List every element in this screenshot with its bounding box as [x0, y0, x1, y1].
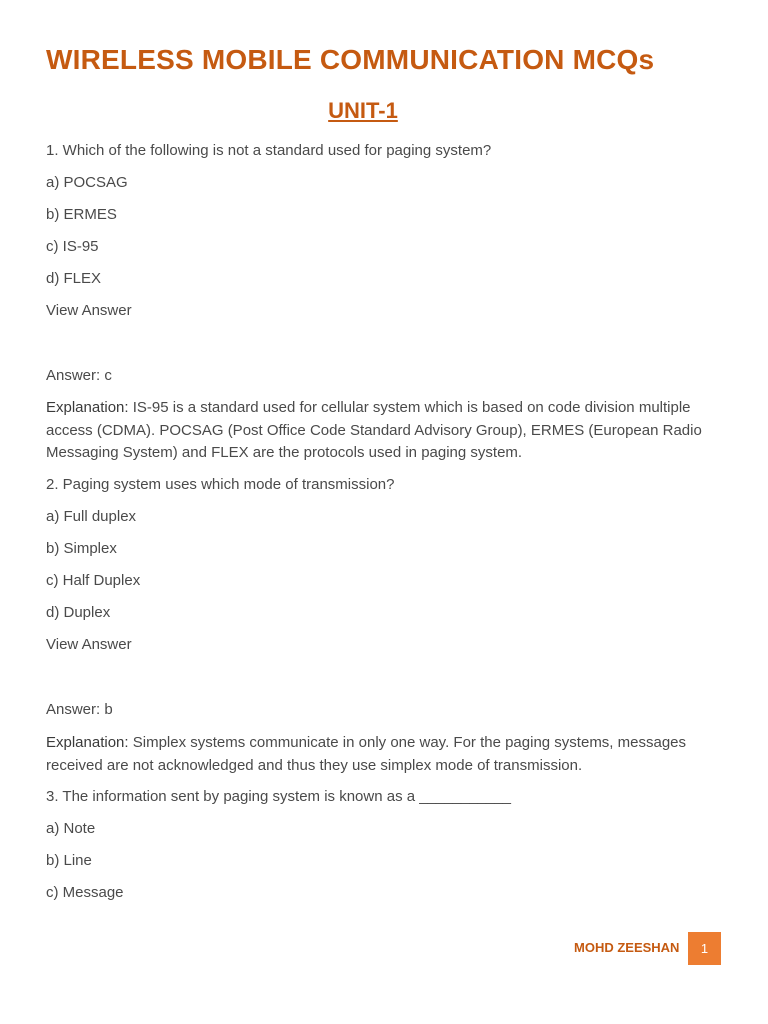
page-number-badge: 1	[688, 932, 721, 965]
question-3-option-a: a) Note	[46, 820, 96, 837]
question-2-answer: Answer: b	[46, 701, 113, 718]
question-1-option-a: a) POCSAG	[46, 174, 128, 191]
document-title: WIRELESS MOBILE COMMUNICATION MCQs	[46, 44, 655, 75]
question-1-explanation	[46, 397, 726, 465]
explanation-text: Simplex systems communicate in only one way. For the paging systems, messages received are not acknowledged and thus they use simplex mode of transmission.	[46, 734, 687, 774]
question-1-option-d: d) FLEX	[46, 270, 102, 287]
question-1-view-answer[interactable]: View Answer	[46, 302, 132, 319]
explanation-text: IS-95 is a standard used for cellular system which is based on code division multiple access (CDMA). POCSAG (Post Office Code Standard Advisory Group), ERMES (European Radio Messaging System) and FLEX are the protocols used in paging system.	[46, 399, 702, 461]
unit-heading: UNIT-1	[328, 98, 398, 123]
question-1-option-b: b) ERMES	[46, 206, 117, 223]
question-3-option-c: c) Message	[46, 884, 124, 901]
question-1-option-c: c) IS-95	[46, 238, 99, 255]
question-2-text: 2. Paging system uses which mode of transmission?	[46, 476, 395, 493]
question-2-view-answer[interactable]: View Answer	[46, 636, 132, 653]
question-1-answer: Answer: c	[46, 367, 112, 384]
explanation-label: Explanation:	[46, 734, 129, 751]
question-3-option-b: b) Line	[46, 852, 92, 869]
explanation-label: Explanation:	[46, 399, 129, 416]
question-2-option-a: a) Full duplex	[46, 508, 137, 525]
question-2-option-b: b) Simplex	[46, 540, 117, 557]
footer-author: MOHD ZEESHAN	[574, 940, 680, 955]
question-3-text: 3. The information sent by paging system is known as a ___________	[46, 788, 512, 805]
question-2-option-c: c) Half Duplex	[46, 572, 141, 589]
question-2-explanation	[46, 732, 726, 777]
question-1-text: 1. Which of the following is not a standard used for paging system?	[46, 142, 492, 159]
question-2-option-d: d) Duplex	[46, 604, 111, 621]
